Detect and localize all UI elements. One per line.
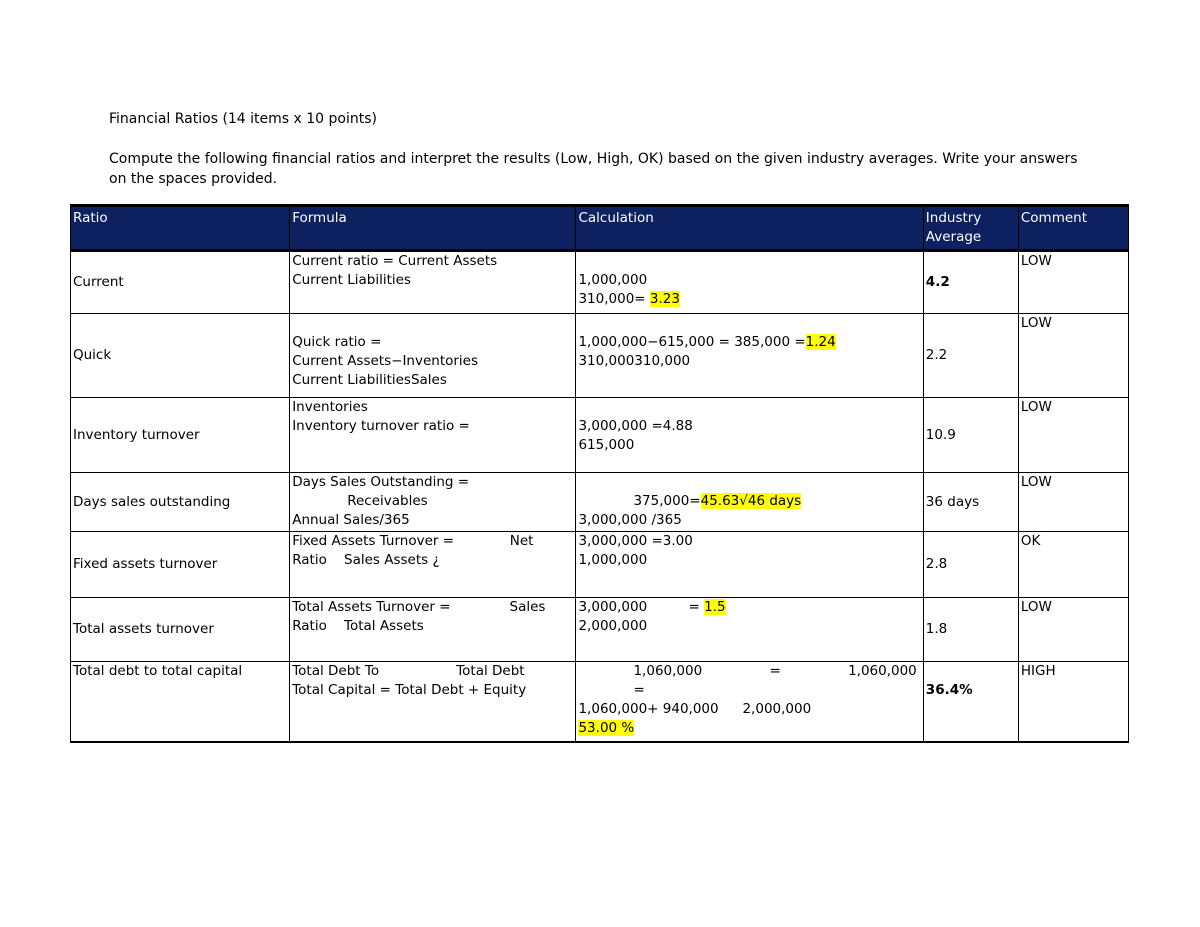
- calculation-cell: [576, 532, 923, 598]
- formula-cell: [290, 473, 576, 532]
- industry-average-value: 36 days: [923, 473, 1018, 532]
- formula-cell: [290, 532, 576, 598]
- calculation-cell: [576, 314, 923, 398]
- table-row-inventory-turnover: [71, 398, 1129, 473]
- calc-line: 310,000310,000: [578, 353, 691, 369]
- calc-line: 375,000=45.63√46 days: [633, 493, 802, 509]
- formula-cell: [290, 251, 576, 314]
- formula-line: Total Assets Turnover = Sales: [292, 599, 546, 615]
- formula-line: Receivables: [347, 493, 428, 509]
- table-row-current: [71, 251, 1129, 314]
- calc-line: 615,000: [578, 437, 635, 453]
- calc-line: [578, 719, 920, 738]
- formula-line: Current Liabilities: [292, 272, 411, 288]
- formula-cell: [290, 598, 576, 662]
- table-row-total-assets-turnover: [71, 598, 1129, 662]
- formula-cell: [290, 398, 576, 473]
- comment-value: HIGH: [1018, 662, 1128, 742]
- highlighted-answer: 1.24: [805, 334, 836, 350]
- calculation-cell: [576, 473, 923, 532]
- highlighted-answer: 3.23: [649, 291, 680, 307]
- table-row-quick: [71, 314, 1129, 398]
- comment-value: OK: [1018, 532, 1128, 598]
- comment-value: LOW: [1018, 251, 1128, 314]
- calc-line: 3,000,000 /365: [578, 512, 682, 528]
- calc-line: 1,000,000: [578, 552, 648, 568]
- calc-line: 3,000,000 =4.88: [578, 418, 693, 434]
- comment-value: LOW: [1018, 473, 1128, 532]
- header-industry-average: Industry Average: [923, 206, 1018, 251]
- ratios-table: [70, 204, 1129, 743]
- industry-average-value: 4.2: [923, 251, 1018, 314]
- comment-value: LOW: [1018, 398, 1128, 473]
- header-formula: Formula: [290, 206, 576, 251]
- ratio-name: Inventory turnover: [71, 398, 290, 473]
- formula-line: Ratio Sales Assets ¿: [292, 552, 440, 568]
- industry-average-value: 10.9: [923, 398, 1018, 473]
- calc-line: =: [633, 682, 645, 698]
- formula-line: Fixed Assets Turnover = Net: [292, 533, 534, 549]
- formula-line: Current Assets−Inventories: [292, 353, 479, 369]
- ratio-name: Total assets turnover: [71, 598, 290, 662]
- ratio-name: Total debt to total capital: [71, 662, 290, 742]
- formula-line: Inventories: [292, 399, 368, 415]
- calc-line: 1,060,000 = 1,060,000: [633, 663, 917, 679]
- comment-value: LOW: [1018, 314, 1128, 398]
- industry-average-value: 2.2: [923, 314, 1018, 398]
- table-header-row: [71, 206, 1129, 251]
- industry-average-value: 2.8: [923, 532, 1018, 598]
- industry-average-value: 36.4%: [923, 662, 1018, 742]
- table-row-fixed-assets-turnover: [71, 532, 1129, 598]
- formula-line: Inventory turnover ratio =: [292, 418, 470, 434]
- calc-line: 1,060,000+ 940,000 2,000,000: [578, 701, 812, 717]
- table-row-total-debt-to-capital: [71, 662, 1129, 742]
- ratio-name: Quick: [71, 314, 290, 398]
- highlighted-answer: 45.63√46 days: [700, 493, 802, 509]
- formula-line: Total Debt To Total Debt: [292, 663, 525, 679]
- formula-line: Current ratio = Current Assets: [292, 253, 498, 269]
- header-ratio: Ratio: [71, 206, 290, 251]
- calculation-cell: [576, 398, 923, 473]
- calc-line: 310,000= 3.23: [578, 291, 680, 307]
- calc-line: 1,000,000−615,000 = 385,000 =1.24: [578, 334, 836, 350]
- calc-line: 2,000,000: [578, 618, 648, 634]
- ratio-name: Days sales outstanding: [71, 473, 290, 532]
- industry-average-value: 1.8: [923, 598, 1018, 662]
- calc-line: 3,000,000 =3.00: [578, 533, 693, 549]
- formula-line: Ratio Total Assets: [292, 618, 424, 634]
- calc-line: 3,000,000 = 1.5: [578, 599, 726, 615]
- highlighted-answer: 1.5: [704, 599, 726, 615]
- highlighted-answer: 53.00 %: [578, 720, 635, 736]
- table-row-days-sales-outstanding: [71, 473, 1129, 532]
- header-comment: Comment: [1018, 206, 1128, 251]
- formula-line: Total Capital = Total Debt + Equity: [292, 682, 527, 698]
- formula-line: Annual Sales/365: [292, 512, 410, 528]
- ratio-name: Current: [71, 251, 290, 314]
- header-calculation: Calculation: [576, 206, 923, 251]
- formula-cell: [290, 314, 576, 398]
- instructions-text: Compute the following financial ratios and interpret the results (Low, High, OK) based on the given industry averages. Write your answers on the spaces provided.: [109, 151, 1078, 187]
- calculation-cell: [576, 662, 923, 742]
- comment-value: LOW: [1018, 598, 1128, 662]
- calculation-cell: [576, 598, 923, 662]
- formula-line: Days Sales Outstanding =: [292, 474, 470, 490]
- formula-cell: [290, 662, 576, 742]
- calc-line: 1,000,000: [578, 272, 648, 288]
- ratio-name: Fixed assets turnover: [71, 532, 290, 598]
- formula-line: Current LiabilitiesSales: [292, 372, 447, 388]
- formula-line: Quick ratio =: [292, 334, 382, 350]
- calculation-cell: [576, 251, 923, 314]
- document-title: Financial Ratios (14 items x 10 points): [109, 111, 378, 127]
